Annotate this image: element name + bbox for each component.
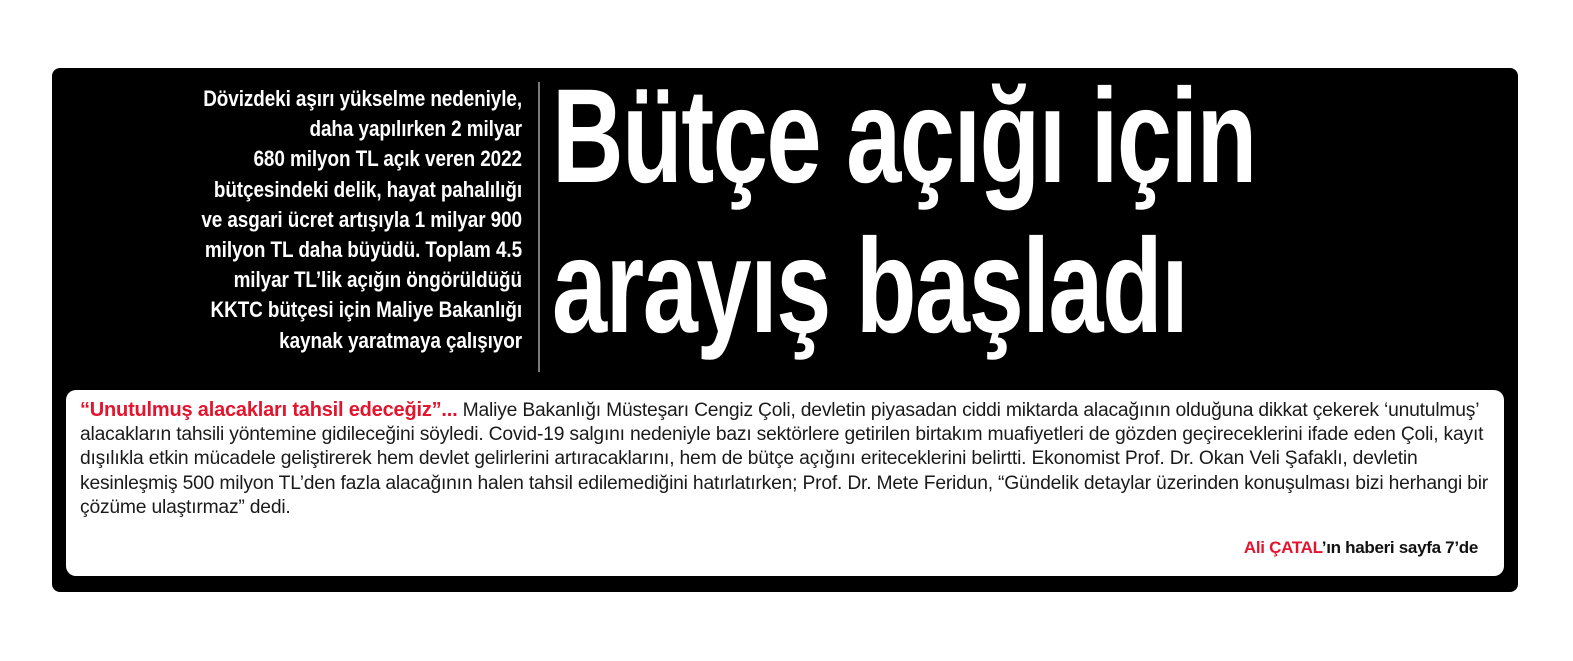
summary-line: kaynak yaratmaya çalışıyor [279, 327, 522, 353]
headline-line-1: Bütçe açığı için [552, 62, 1256, 211]
summary-line: Dövizdeki aşırı yükselme nedeniyle, [203, 86, 522, 111]
column-divider [538, 82, 540, 372]
article-box [66, 390, 1504, 576]
summary-line: bütçesindeki delik, hayat pahalılığı [213, 176, 522, 202]
summary-line: 680 milyon TL açık veren 2022 [253, 146, 522, 172]
summary-text [128, 84, 522, 356]
summary-line: milyon TL daha büyüdü. Toplam 4.5 [204, 237, 522, 263]
credit-rest: ’ın haberi sayfa 7’de [1321, 537, 1478, 557]
article-body: Maliye Bakanlığı Müsteşarı Cengiz Çoli, devletin piyasadan ciddi miktarda alacağının olduğuna dikkat çekerek ‘unutulmuş’ alacakların tahsili yöntemine gidileceğini söyledi. Covid-19 salgını nedeniyle bazı sektörlere getirilen birtakım muafiyetleri de gözden geçireceklerini ifade eden Çoli, kayıt dışılıkla etkin mücadele geliştirerek hem devlet gelirlerini artıracaklarını, hem de bütçe açığını eriteceklerini belirtti. Ekonomist Prof. Dr. Okan Veli Şafaklı, devletin kesinleşmiş 500 milyon TL’den fazla alacağının halen tahsil edilemediğini hatırlatırken; Prof. Dr. Mete Feridun, “Gündelik detaylar üzerinden konuşulması bizi herhangi bir çözüme ulaştırmaz” dedi. [80, 400, 1489, 518]
summary-line: milyar TL’lik açığın öngörüldüğü [233, 267, 522, 293]
summary-line: KKTC bütçesi için Maliye Bakanlığı [210, 297, 522, 323]
headline-line-2: arayış başladı [552, 212, 1188, 361]
headline [552, 62, 1492, 362]
author-name: Ali ÇATAL [1243, 537, 1322, 557]
article-lead: “Unutulmuş alacakları tahsil edeceğiz”... [80, 399, 458, 421]
summary-line: daha yapılırken 2 milyar [309, 116, 522, 142]
article-credit [1244, 536, 1478, 560]
summary-line: ve asgari ücret artışıyla 1 milyar 900 [201, 206, 522, 232]
news-panel [52, 62, 1518, 592]
